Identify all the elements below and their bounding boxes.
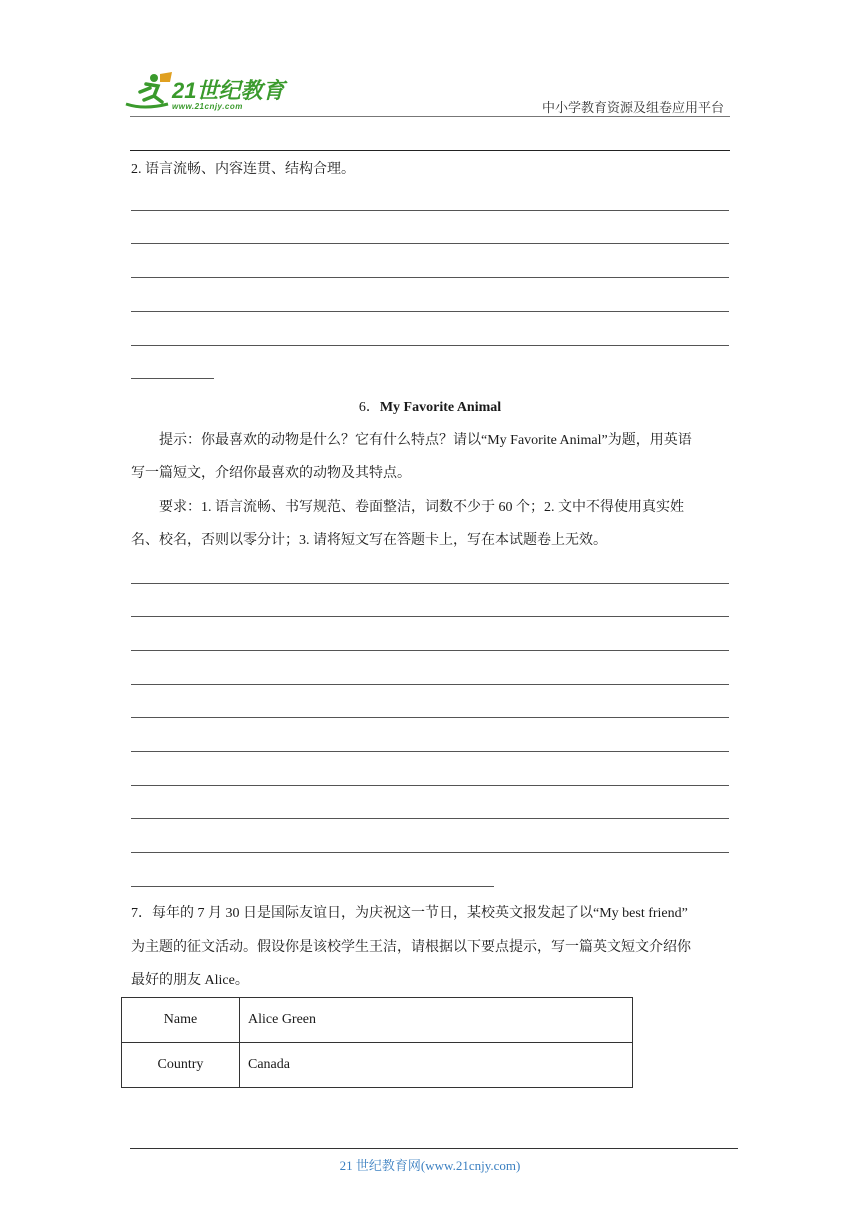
q6-hint-line1: 提示：你最喜欢的动物是什么？它有什么特点？请以“My Favorite Animal”为题，用英语 bbox=[159, 433, 692, 448]
q5-requirement-2: 2. 语言流畅、内容连贯、结构合理。 bbox=[131, 162, 355, 177]
q6-title-text: My Favorite Animal bbox=[379, 400, 502, 415]
table-key: Name bbox=[122, 998, 240, 1043]
answer-line bbox=[131, 311, 729, 312]
footer-text: 21 世纪教育网(www.21cnjy.com) bbox=[339, 1158, 521, 1173]
table-value: Canada bbox=[240, 1043, 633, 1088]
q7-info-table bbox=[121, 997, 633, 1088]
answer-line bbox=[131, 616, 729, 617]
header-divider-thick bbox=[130, 150, 730, 151]
q6-number: 6． bbox=[358, 400, 380, 415]
answer-line bbox=[131, 852, 729, 853]
logo-text: 21世纪教育 bbox=[172, 78, 285, 103]
q7-line3: 最好的朋友 Alice。 bbox=[131, 973, 249, 988]
answer-line bbox=[131, 650, 729, 651]
answer-line-short bbox=[131, 378, 214, 379]
q6-req-line1: 要求：1. 语言流畅、书写规范、卷面整洁，词数不少于 60 个；2. 文中不得使用真实姓 bbox=[159, 500, 684, 515]
table-value: Alice Green bbox=[240, 998, 633, 1043]
answer-line bbox=[131, 684, 729, 685]
answer-line bbox=[131, 751, 729, 752]
table-key: Country bbox=[122, 1043, 240, 1088]
answer-line bbox=[131, 210, 729, 211]
q6-hint-line2: 写一篇短文，介绍你最喜欢的动物及其特点。 bbox=[131, 466, 411, 481]
q7-line2: 为主题的征文活动。假设你是该校学生王洁，请根据以下要点提示，写一篇英文短文介绍你 bbox=[131, 940, 691, 955]
platform-name: 中小学教育资源及组卷应用平台 bbox=[541, 100, 724, 115]
answer-line bbox=[131, 818, 729, 819]
answer-line bbox=[131, 243, 729, 244]
answer-line bbox=[131, 277, 729, 278]
answer-line-half bbox=[131, 886, 494, 887]
table-row bbox=[122, 1043, 633, 1088]
answer-line bbox=[131, 345, 729, 346]
table-row bbox=[122, 998, 633, 1043]
q7-line1: 7．每年的 7 月 30 日是国际友谊日，为庆祝这一节日，某校英文报发起了以“My best friend” bbox=[131, 906, 688, 921]
answer-line bbox=[131, 583, 729, 584]
footer-divider bbox=[130, 1148, 738, 1149]
logo-url: www.21cnjy.com bbox=[172, 102, 243, 111]
answer-line bbox=[131, 785, 729, 786]
header-divider bbox=[130, 116, 730, 117]
q6-title bbox=[0, 396, 860, 416]
answer-line bbox=[131, 717, 729, 718]
q6-req-line2: 名、校名，否则以零分计；3. 请将短文写在答题卡上，写在本试题卷上无效。 bbox=[131, 533, 607, 548]
